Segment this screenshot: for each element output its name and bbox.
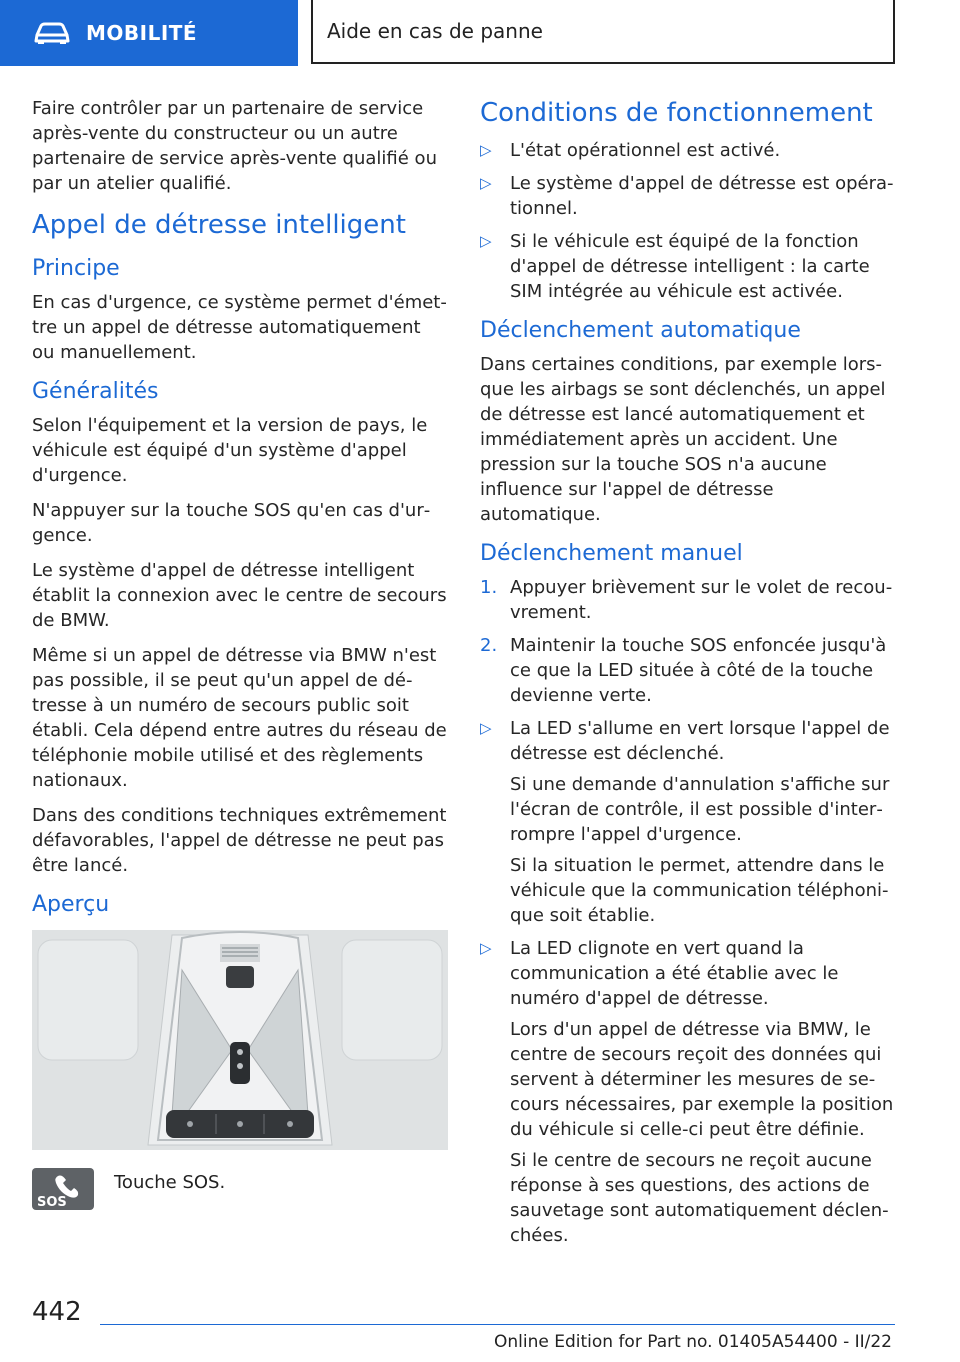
triangle-bullet-icon: ▷ — [480, 141, 492, 159]
list-item: ▷ La LED s'allume en vert lorsque l'appel de détresse est déclenché. Si une demande d'annulation s'affiche sur l'écran de contrôle, il est possible d'interrompre l'appel d'urgence. Si la situation le permet, attendre dans le véhicule que la communication téléphonique soit établie. — [480, 716, 896, 928]
result-note: Si une demande d'annulation s'affiche sur l'écran de contrôle, il est possible d'interrompre l'appel d'urgence. — [510, 774, 890, 845]
result-note: Lors d'un appel de détresse via BMW, le centre de secours reçoit des données qui servent à déterminer les mesures de secours nécessaires, par exemple la position du véhicule si celle-ci peut être définie. — [510, 1019, 894, 1140]
left-column — [32, 96, 448, 1210]
list-item: ▷ Le système d'appel de détresse est opérationnel. — [480, 173, 894, 219]
principe-paragraph: En cas d'urgence, ce système permet d'émettre un appel de détresse automatiquement ou manuellement. — [32, 292, 447, 363]
heading-generalites: Généralités — [32, 379, 159, 404]
chapter-tab[interactable] — [311, 0, 895, 64]
generalites-paragraph: Même si un appel de détresse via BMW n'est pas possible, il se peut qu'un appel de détresse à un numéro de secours public soit établi. Cela dépend entre autres du réseau de téléphonie mobile utilisé et des règlements nationaux. — [32, 645, 447, 791]
list-item: ▷ Si le véhicule est équipé de la fonction d'appel de détresse intelligent : la carte SIM intégrée au véhicule est activée. — [480, 231, 870, 302]
triangle-bullet-icon: ▷ — [480, 174, 492, 192]
results-list — [480, 716, 896, 1248]
caption-row — [32, 1168, 448, 1210]
section-title: Appel de détresse intelligent — [32, 210, 406, 240]
figure-caption: Touche SOS. — [114, 1172, 226, 1193]
generalites-paragraph: N'appuyer sur la touche SOS qu'en cas d'urgence. — [32, 500, 431, 546]
footer-divider — [100, 1324, 895, 1325]
generalites-paragraph: Le système d'appel de détresse intelligent établit la connexion avec le centre de secours de BMW. — [32, 560, 447, 631]
intro-paragraph: Faire contrôler par un partenaire de service après-vente du constructeur ou un autre partenaire de service après-vente qualifié ou par un atelier qualifié. — [32, 98, 437, 194]
list-item: ▷ L'état opérationnel est activé. — [480, 140, 781, 161]
edition-note: Online Edition for Part no. 01405A54400 - II/22 — [493, 1332, 892, 1352]
heading-apercu: Aperçu — [32, 892, 110, 917]
section-label: MOBILITÉ — [86, 21, 198, 45]
right-column — [480, 96, 896, 1256]
list-item: 1. Appuyer brièvement sur le volet de recouvrement. — [480, 577, 893, 623]
page-number: 442 — [32, 1297, 82, 1327]
generalites-paragraph: Selon l'équipement et la version de pays, le véhicule est équipé d'un système d'appel d'urgence. — [32, 415, 428, 486]
sos-button-icon — [32, 1168, 94, 1210]
result-note: Si la situation le permet, attendre dans le véhicule que la communication téléphonique soit établie. — [510, 855, 889, 926]
chapter-label: Aide en cas de panne — [327, 19, 543, 43]
heading-conditions: Conditions de fonctionnement — [480, 98, 873, 128]
section-tab[interactable] — [0, 0, 298, 66]
page-header — [0, 0, 960, 66]
auto-paragraph: Dans certaines conditions, par exemple lorsque les airbags se sont déclenchés, un appel de détresse est lancé automatiquement et immédiatement après un accident. Une pression sur la touche SOS n'a aucune influence sur l'appel de détresse automatique. — [480, 354, 886, 525]
conditions-list — [480, 138, 896, 304]
steps-list — [480, 575, 896, 708]
triangle-bullet-icon: ▷ — [480, 719, 492, 737]
heading-manuel: Déclenchement manuel — [480, 541, 743, 566]
svg-text:SOS: SOS — [37, 1195, 67, 1210]
car-icon — [32, 21, 72, 45]
triangle-bullet-icon: ▷ — [480, 232, 492, 250]
list-item: 2. Maintenir la touche SOS enfoncée jusqu'à ce que la LED située à côté de la touche devienne verte. — [480, 635, 887, 706]
list-item: ▷ La LED clignote en vert quand la communication a été établie avec le numéro d'appel de détresse. Lors d'un appel de détresse via BMW, le centre de secours reçoit des données qui servent à déterminer les mesures de secours nécessaires, par exemple la position du véhicule si celle-ci peut être définie. Si le centre de secours ne reçoit aucune réponse à ses questions, des actions de sauvetage sont automatiquement déclenchées. — [480, 936, 896, 1248]
generalites-paragraph: Dans des conditions techniques extrêmement défavorables, l'appel de détresse ne peut pas être lancé. — [32, 805, 447, 876]
overhead-console-photo — [32, 930, 448, 1150]
triangle-bullet-icon: ▷ — [480, 939, 492, 957]
heading-principe: Principe — [32, 256, 120, 281]
result-note: Si le centre de secours ne reçoit aucune réponse à ses questions, des actions de sauvetage sont automatiquement déclenchées. — [510, 1150, 889, 1246]
heading-auto: Déclenchement automatique — [480, 318, 801, 343]
